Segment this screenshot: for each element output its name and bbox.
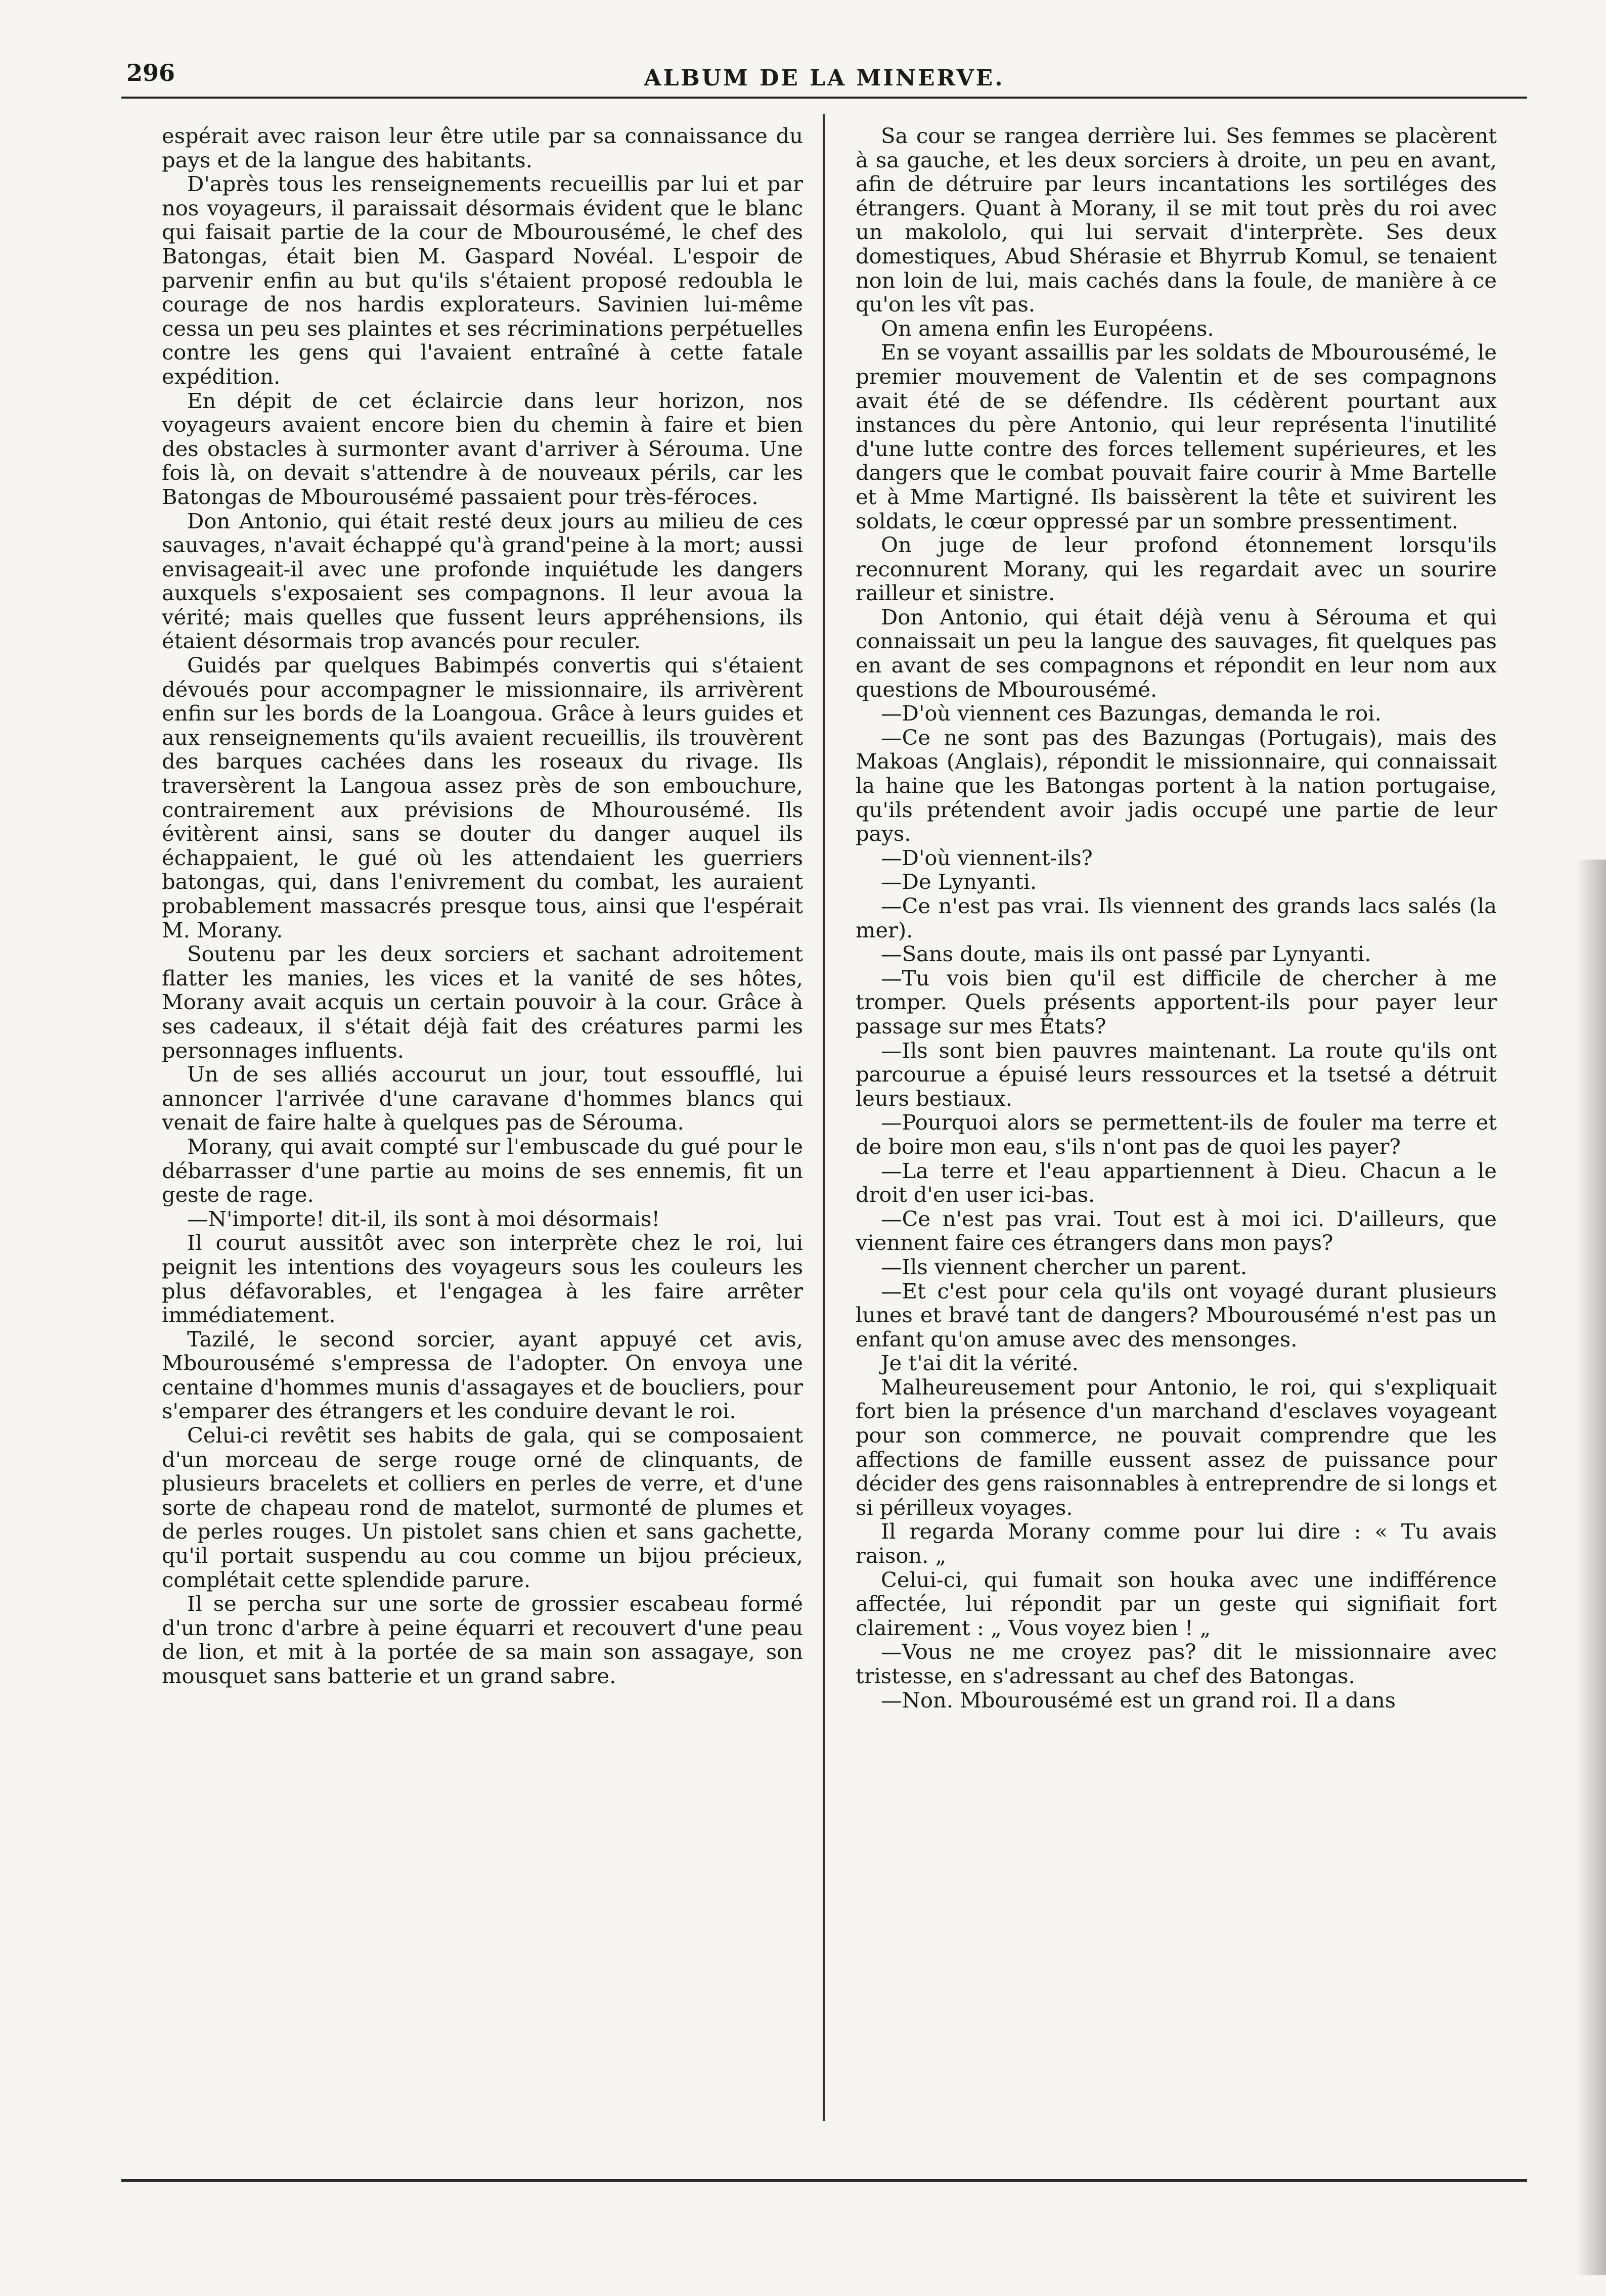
paragraph: Celui-ci, qui fumait son houka avec une indifférence affectée, lui répondit par un geste qui signifiait fort clairement : „ Vous voyez bien ! „ (856, 1567, 1497, 1640)
page (121, 48, 1527, 2182)
paragraph: On juge de leur profond étonnement lorsqu'ils reconnurent Morany, qui les regardait avec un sourire railleur et sinistre. (856, 532, 1497, 606)
paragraph: —Et c'est pour cela qu'ils ont voyagé durant plusieurs lunes et bravé tant de dangers? Mbourousémé n'est pas un enfant qu'on amuse avec des mensonges. (856, 1278, 1497, 1352)
paragraph: Guidés par quelques Babimpés convertis qui s'étaient dévoués pour accompagner le missionnaire, ils arrivèrent enfin sur les bords de la Loangoua. Grâce à leurs guides et aux renseignements qu'ils avaient recueillis, ils trouvèrent des barques cachées dans les roseaux du rivage. Ils traversèrent la Langoua assez près de son embouchure, contrairement aux prévisions de Mhourousémé. Ils évitèrent ainsi, sans se douter du danger auquel ils échappaient, le gué où les attendaient les guerriers batongas, qui, dans l'enivrement du combat, les auraient probablement massacrés presque tous, ainsi que l'espérait M. Morany. (162, 653, 803, 942)
paragraph: —Non. Mbourousémé est un grand roi. Il a dans (881, 1687, 1396, 1713)
paragraph: Celui-ci revêtit ses habits de gala, qui se composaient d'un morceau de serge rouge orné de clinquants, de plusieurs bracelets et colliers en perles de verre, et d'une sorte de chapeau rond de matelot, surmonté de plumes et de perles rouges. Un pistolet sans chien et sans gachette, qu'il portait suspendu au cou comme un bijou précieux, complétait cette splendide parure. (162, 1423, 803, 1592)
paragraph: Tazilé, le second sorcier, ayant appuyé cet avis, Mbourousémé s'empressa de l'adopter. On envoya une centaine d'hommes munis d'assagayes et de boucliers, pour s'emparer des étrangers et les conduire devant le roi. (162, 1326, 803, 1424)
paragraph: —Ce n'est pas vrai. Ils viennent des grands lacs salés (la mer). (856, 893, 1497, 942)
paragraph: —Sans doute, mais ils ont passé par Lynyanti. (881, 941, 1371, 967)
paragraph: —De Lynyanti. (881, 869, 1037, 894)
paragraph: —D'où viennent ces Bazungas, demanda le roi. (881, 701, 1381, 726)
left-column (162, 124, 803, 2167)
paragraph: —Ils sont bien pauvres maintenant. La route qu'ils ont parcourue a épuisé leurs ressources et la tsetsé a détruit leurs bestiaux. (856, 1038, 1497, 1111)
paragraph: Soutenu par les deux sorciers et sachant adroitement flatter les manies, les vices et la vanité de ses hôtes, Morany avait acquis un certain pouvoir à la cour. Grâce à ses cadeaux, il s'était déjà fait des créatures parmi les personnages influents. (162, 941, 803, 1063)
paragraph: On amena enfin les Européens. (881, 316, 1214, 341)
paragraph: —Ce n'est pas vrai. Tout est à moi ici. D'ailleurs, que viennent faire ces étrangers dans mon pays? (856, 1206, 1497, 1255)
paragraph: Don Antonio, qui était resté deux jours au milieu de ces sauvages, n'avait échappé qu'à grand'peine à la mort; aussi envisageait-il avec une profonde inquiétude les dangers auxquels s'exposaient ses compagnons. Il leur avoua la vérité; mais quelles que fussent leurs appréhensions, ils étaient désormais trop avancés pour reculer. (162, 508, 803, 654)
paragraph: En dépit de cet éclaircie dans leur horizon, nos voyageurs avaient encore bien du chemin à faire et bien des obstacles à surmonter avant d'arriver à Sérouma. Une fois là, on devait s'attendre à de nouveaux périls, car les Batongas de Mbourousémé passaient pour très-féroces. (162, 388, 803, 509)
paragraph: Morany, qui avait compté sur l'embuscade du gué pour le débarrasser d'une partie au moins de ses ennemis, fit un geste de rage. (162, 1134, 803, 1207)
paragraph: Sa cour se rangea derrière lui. Ses femmes se placèrent à sa gauche, et les deux sorciers à droite, un peu en avant, afin de détruire par leurs incantations les sortiléges des étrangers. Quant à Morany, il se mit tout près du roi avec un makololo, qui lui servait d'interprète. Ses deux domestiques, Abud Shérasie et Bhyrrub Komul, se tenaient non loin de lui, mais cachés dans la foule, de manière à ce qu'on les vît pas. (856, 124, 1497, 317)
paragraph: —Vous ne me croyez pas? dit le missionnaire avec tristesse, en s'adressant au chef des Batongas. (856, 1639, 1497, 1688)
paragraph: Je t'ai dit la vérité. (881, 1350, 1079, 1376)
paragraph: —N'importe! dit-il, ils sont à moi désormais! (187, 1206, 660, 1231)
footer-rule (121, 2179, 1527, 2182)
paragraph: Don Antonio, qui était déjà venu à Sérouma et qui connaissait un peu la langue des sauvages, fit quelques pas en avant de ses compagnons et répondit en leur nom aux questions de Mbourousémé. (856, 604, 1497, 702)
page-edge-shadow (1576, 860, 1606, 2275)
paragraph: —Ils viennent chercher un parent. (881, 1254, 1247, 1279)
paragraph: espérait avec raison leur être utile par sa connaissance du pays et de la langue des habitants. (162, 124, 803, 172)
right-column (856, 124, 1497, 2167)
paragraph: —Tu vois bien qu'il est difficile de chercher à me tromper. Quels présents apportent-ils pour payer leur passage sur mes États? (856, 965, 1497, 1039)
page-number: 296 (126, 59, 175, 86)
paragraph: —La terre et l'eau appartiennent à Dieu. Chacun a le droit d'en user ici-bas. (856, 1158, 1497, 1207)
paragraph: D'après tous les renseignements recueillis par lui et par nos voyageurs, il paraissait désormais évident que le blanc qui faisait partie de la cour de Mbourousémé, le chef des Batongas, était bien M. Gaspard Novéal. L'espoir de parvenir enfin au but qu'ils s'étaient proposé redoubla le courage de nos hardis explorateurs. Savinien lui-même cessa un peu ses plaintes et ses récriminations perpétuelles contre les gens qui l'avaient entraîné à cette fatale expédition. (162, 171, 803, 389)
paragraph: Il se percha sur une sorte de grossier escabeau formé d'un tronc d'arbre à peine équarri et recouvert d'une peau de lion, et mit à la portée de sa main son assagaye, son mousquet sans batterie et un grand sabre. (162, 1591, 803, 1688)
paragraph: Il courut aussitôt avec son interprète chez le roi, lui peignit les intentions des voyageurs sous les couleurs les plus défavorables, et l'engagea à les faire arrêter immédiatement. (162, 1230, 803, 1328)
paragraph: Malheureusement pour Antonio, le roi, qui s'expliquait fort bien la présence d'un marchand d'esclaves voyageant pour son commerce, ne pouvait comprendre que les affections de famille eussent assez de puissance pour décider des gens raisonnables à entreprendre de si longs et si périlleux voyages. (856, 1374, 1497, 1520)
paragraph: Il regarda Morany comme pour lui dire : « Tu avais raison. „ (856, 1519, 1497, 1568)
paragraph: —Ce ne sont pas des Bazungas (Portugais), mais des Makoas (Anglais), répondit le missionnaire, qui connaissait la haine que les Batongas portent à la nation portugaise, qu'ils prétendent avoir jadis occupé une partie de leur pays. (856, 725, 1497, 846)
paragraph: —D'où viennent-ils? (881, 845, 1093, 870)
page-header (121, 48, 1527, 99)
paragraph: —Pourquoi alors se permettent-ils de fouler ma terre et de boire mon eau, s'ils n'ont pas de quoi les payer? (856, 1110, 1497, 1159)
paragraph: Un de ses alliés accourut un jour, tout essoufflé, lui annoncer l'arrivée d'une caravane d'hommes blancs qui venait de faire halte à quelques pas de Sérouma. (162, 1062, 803, 1135)
paragraph: En se voyant assaillis par les soldats de Mbourousémé, le premier mouvement de Valentin et de ses compagnons avait été de se défendre. Ils cédèrent pourtant aux instances du père Antonio, qui leur représenta l'inutilité d'une lutte contre des forces tellement supérieures, et les dangers que le combat pouvait faire courir à Mme Bartelle et à Mme Martigné. Ils baissèrent la tête et suivirent les soldats, le cœur oppressé par un sombre pressentiment. (856, 340, 1497, 533)
running-title: ALBUM DE LA MINERVE. (644, 65, 1005, 91)
column-divider (823, 114, 825, 2121)
